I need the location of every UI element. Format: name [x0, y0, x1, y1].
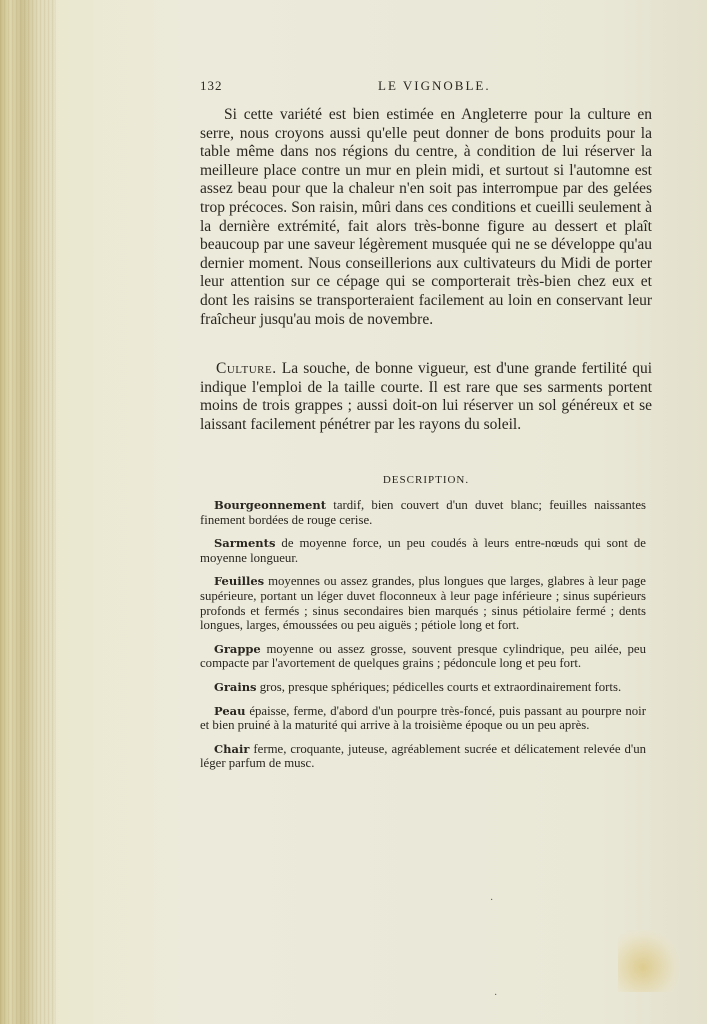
corner-stain — [618, 930, 680, 992]
culture-lead: Culture. — [216, 360, 277, 377]
desc-term: Grappe — [214, 641, 261, 656]
desc-item-grains — [200, 680, 646, 695]
desc-term: Sarments — [214, 536, 276, 551]
desc-text: gros, presque sphériques; pédicelles courts et extraordinairement forts. — [256, 679, 622, 694]
desc-term: Grains — [214, 679, 257, 694]
desc-text: tardif, bien couvert d'un duvet blanc; feuilles naissantes finement bordées de rouge cerise. — [200, 498, 646, 527]
desc-item-chair — [200, 742, 646, 771]
printer-mark-dot: · — [490, 895, 494, 906]
desc-item-bourgeonnement — [200, 498, 646, 527]
desc-item-feuilles — [200, 574, 646, 632]
desc-term: Feuilles — [214, 574, 265, 589]
paragraph-culture — [200, 360, 652, 434]
desc-text: moyenne ou assez grosse, souvent presque cylindrique, peu ailée, peu compacte par l'avortement de quelques grains ; pédoncule long et peu fort. — [200, 641, 646, 671]
culture-text: La souche, de bonne vigueur, est d'une grande fertilité qui indique l'emploi de la taille courte. Il est rare que ses sarments portent moins de trois grappes ; aussi doit-on lui réserver un sol généreux et se laissant facilement pénétrer par les rayons du soleil. — [200, 360, 652, 433]
paragraph-1: Si cette variété est bien estimée en Angleterre pour la culture en serre, nous croyons aussi qu'elle peut donner de bons produits pour la table même dans nos régions du centre, à condition de lui réserver la meilleure place contre un mur en plein midi, et surtout si l'automne est assez beau pour que la chaleur n'en soit pas interrompue par des gelées trop précoces. Son raisin, mûri dans ces conditions et cueilli seulement à la dernière extrémité, fait alors très-bonne figure au dessert et plaît beaucoup par une saveur légèrement musquée qui ne se développe qu'au dernier moment. Nous conseillerions aux cultivateurs du Midi de porter leur attention sur ce cépage qui se comporterait très-bien chez eux et dont les raisins se transporteraient facilement au loin en conservant leur fraîcheur jusqu'au mois de novembre. — [200, 106, 652, 328]
desc-text: de moyenne force, un peu coudés à leurs entre-nœuds qui sont de moyenne longueur. — [200, 536, 646, 565]
printer-mark-dot: · — [494, 990, 498, 1001]
description-list — [200, 498, 646, 780]
desc-term: Peau — [214, 703, 246, 718]
page-number: 132 — [200, 78, 223, 93]
desc-text: ferme, croquante, juteuse, agréablement sucrée et délicatement relevée d'un léger parfum de musc. — [200, 741, 646, 771]
desc-term: Bourgeonnement — [214, 498, 327, 512]
desc-item-sarments — [200, 536, 646, 565]
desc-text: moyennes ou assez grandes, plus longues que larges, glabres à leur page supérieure, portant un léger duvet floconneux à leur page inférieure ; sinus supérieurs profonds et fermés ; sinus secondaires bien marqués ; sinus pétiolaire fermé ; dents longues, larges, émoussées ou peu aiguës ; pétiole long et fort. — [200, 574, 646, 633]
description-heading: DESCRIPTION. — [382, 474, 470, 486]
page-header — [200, 78, 660, 98]
book-binding-edge — [0, 0, 56, 1024]
desc-text: épaisse, ferme, d'abord d'un pourpre très-foncé, puis passant au pourpre noir et bien pruiné à la maturité qui arrive à la troisième époque ou un peu après. — [200, 703, 646, 733]
desc-item-grappe — [200, 642, 646, 671]
desc-term: Chair — [214, 741, 250, 756]
desc-item-peau — [200, 704, 646, 733]
running-title: LE VIGNOBLE. — [378, 78, 491, 93]
